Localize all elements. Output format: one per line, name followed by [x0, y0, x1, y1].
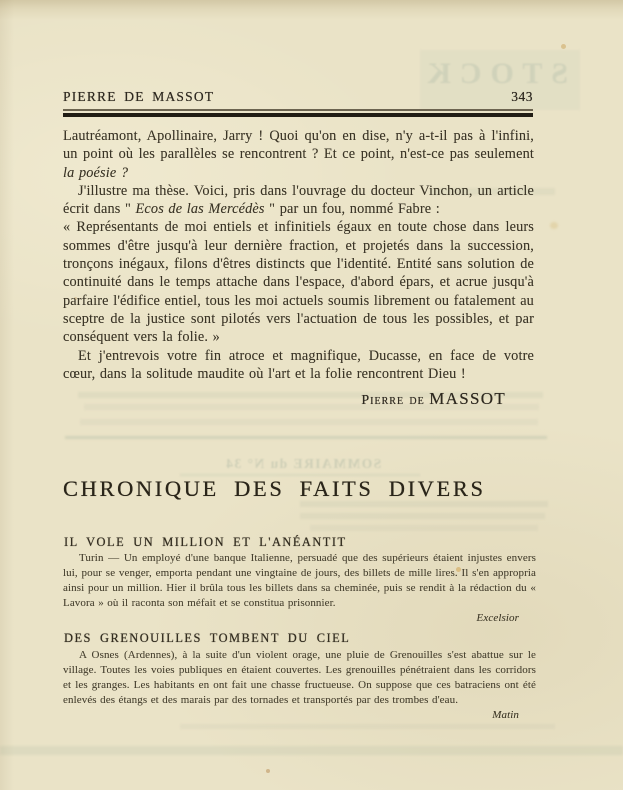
header-rule-thin	[63, 109, 533, 111]
header-rule-thick	[63, 113, 533, 117]
signature-prefix: Pierre de	[361, 393, 425, 409]
paper-stain	[550, 222, 558, 229]
paragraph-italic-text: la poésie ?	[63, 164, 129, 181]
section-title: CHRONIQUE DES FAITS DIVERS	[63, 476, 486, 501]
paragraph	[63, 127, 534, 182]
bleedthrough-line	[310, 525, 538, 531]
bleedthrough-line	[80, 419, 538, 425]
paragraph-italic-text: Ecos de las Mercédès	[135, 201, 265, 218]
news-item-source: Matin	[492, 709, 519, 722]
news-item-body	[63, 648, 536, 723]
header-double-rule	[63, 109, 533, 117]
page-header	[63, 89, 533, 105]
signature-surname: MASSOT	[429, 389, 506, 409]
bleedthrough-line	[300, 513, 545, 519]
news-item-source: Excelsior	[476, 612, 519, 625]
paper-stain	[561, 44, 566, 49]
paragraph: Et j'entrevois votre fin atroce et magnifique, Ducasse, en face de votre cœur, dans la solitude maudite où l'art et la folie rencontrent Dieu !	[63, 347, 534, 382]
paragraph-text: " par un fou, nommé Fabre :	[264, 201, 440, 218]
bleedthrough-band	[0, 746, 623, 755]
paper-stain	[266, 769, 270, 773]
article-body	[63, 127, 534, 410]
page-number: 343	[511, 89, 533, 104]
bleedthrough-line	[180, 724, 555, 729]
news-item-text: Turin — Un employé d'une banque Italienne, persuadé que des supérieurs étaient injustes envers lui, pour se venger, emporta pendant une vingtaine de jours, des billets de mille lires. Il s'en appropria ainsi pour un million. Hier il brûla tous les billets dans sa cheminée, puis se rendit à la rédaction du « Lavora » où il raconta son méfait et se constitua prisonnier.	[63, 552, 536, 610]
author-signature	[63, 390, 534, 410]
news-item-heading: DES GRENOUILLES TOMBENT DU CIEL	[64, 631, 351, 645]
running-title: PIERRE DE MASSOT	[63, 89, 215, 104]
news-item-text: A Osnes (Ardennes), à la suite d'un violent orage, une pluie de Grenouilles s'est abattue sur le village. Toutes les voies publiques en étaient couvertes. Les grenouilles pénétraient dans les corridors et les granges. Les habitants en ont fait une chasse fructueuse. On suppose que ces batraciens ont été enlevés des étangs et des marais par des tornades et transportés par des trombes d'eau.	[63, 649, 536, 707]
bleedthrough-publisher-text: STOCK	[418, 57, 568, 90]
news-item-body	[63, 551, 536, 626]
bleedthrough-sommaire-text: SOMMAIRE du N° 34	[224, 456, 382, 471]
paragraph	[63, 182, 534, 219]
bleedthrough-rule	[65, 436, 547, 439]
block-quote: « Représentants de moi entiels et infinitiels égaux en toute chose dans leurs sommes d'être jusqu'à leur dernière fraction, et projetés dans la succession, tronçons inégaux, filons d'êtres distincts que l'identité. Entité sans solution de continuité dans le temps attache dans l'espace, d'abord épars, et acrue jusqu'à parfaire l'édifice entiel, tous les moi actuels soumis librement ou fatalement au sceptre de la justice sont pilotés vers l'actuation de tous les possibles, et par conséquent vers la folie. »	[63, 219, 534, 346]
paragraph-text: J'illustre ma thèse. Voici, pris dans l'ouvrage du docteur Vinchon, un article écrit dans "	[63, 182, 534, 218]
news-item-heading: IL VOLE UN MILLION ET L'ANÉANTIT	[64, 535, 347, 549]
paragraph-text: Lautréamont, Apollinaire, Jarry ! Quoi qu'on en dise, n'y a-t-il pas à l'infini, un point où les parallèles se rencontrent ? Et ce point, n'est-ce pas seulement	[63, 128, 534, 163]
